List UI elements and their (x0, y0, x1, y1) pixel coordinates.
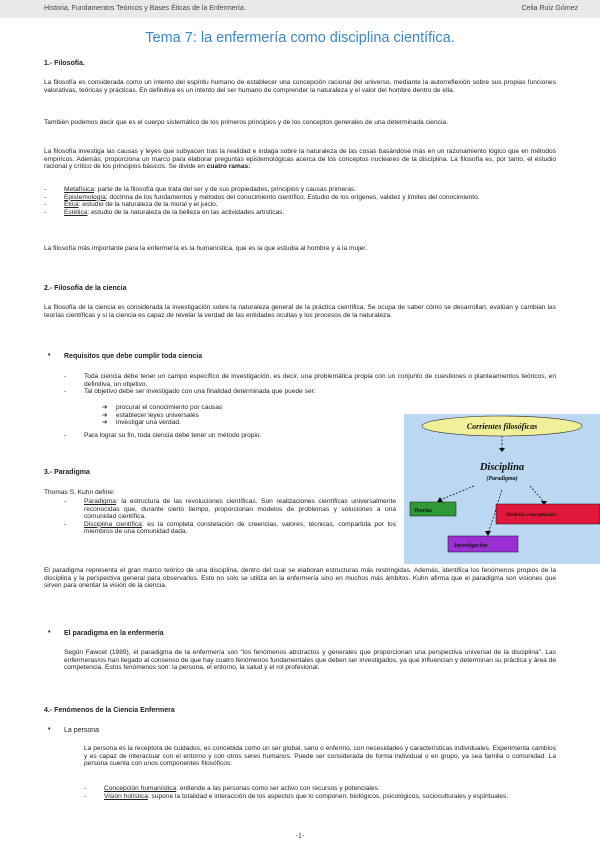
s3-paragraph-1: El paradigma representa el gran marco teórico de una disciplina, dentro del cual se elaboran estructuras más restringidas. Además, identifica los fenómenos propios de la disciplina y la perspectiva general para observarlos. Esto no solo se utiliza en la enfermería sino en muchos más ámbitos. Kuhn afirma que el paradigma son visiones que sirven para orientar la visión de la ciencia. (44, 567, 556, 590)
diagram-right-label: Modelos conceptuales (506, 512, 556, 518)
section-3-heading: 3.- Paradigma (44, 469, 90, 476)
diagram-center-sub: (Paradigma) (486, 476, 518, 482)
s2-paragraph-1: La filosofía de la ciencia es considerada la investigación sobre la naturaleza general de la práctica científica. Se ocupa de saber cómo se desarrollan, evalúan y cambian las teorías científicas y si la ciencia es capaz de revelar la verdad de las entidades ocultas y los procesos de la naturaleza. (44, 304, 556, 319)
page-header (0, 0, 600, 18)
bullet-dot: • (48, 352, 51, 359)
list-item: - Concepción humanística: entiende a las personas como ser activo con recursos y potenciales. (84, 785, 380, 792)
list-item: ➔ establecer leyes universales (102, 411, 199, 419)
list-item: - Visión holística: supone la totalidad e interacción de los aspectos que lo componen: biológicos, psicológicos, socioculturales y espirituales. (84, 792, 509, 800)
s4-bullet-heading: La persona (64, 727, 100, 734)
list-item: - Estética: estudio de la naturaleza de la belleza en las actividades artísticas. (44, 208, 285, 216)
s3-definitions-list (64, 498, 396, 536)
arrow-head (499, 448, 505, 452)
list-item: - Para lograr su fin, toda ciencia debe tener un método propio. (64, 432, 262, 439)
page-number: -1- (295, 833, 305, 840)
connector-line (530, 486, 544, 502)
s4-paragraph-1: La persona es la receptora de cuidados, es concebida como un ser global, sano o enfermo, con necesidades y características individuales. Experimenta cambios y es capaz de interactuar con el entorno y con otros seres humanos. Puede ser considerada de forma individual o en grupo, ya sea familia o comunidad. La persona cuenta con unos componentes filosóficos: (84, 745, 556, 768)
diagram-left-label: Teorías (414, 508, 433, 514)
bullet-dot: • (48, 726, 51, 733)
s1-paragraph-2: También podemos decir que es el cuerpo sistemático de los primeros principios y de los conceptos generales de una determinada ciencia. (44, 119, 448, 126)
diagram-top-label: Corrientes filosóficas (466, 422, 538, 431)
page-title: Tema 7: la enfermería como disciplina científica. (145, 30, 455, 46)
list-item: ➔ investigar una verdad. (102, 419, 181, 427)
list-item: - Paradigma: la estructura de las revoluciones científicas. Son realizaciones científicas universalmente reconocidas que, durante cierto tiempo, proporcionan modelos de problemas y soluciones a una comunidad científica. (64, 498, 396, 521)
header-course: Historia, Fundamentos Teóricos y Bases Éticas de la Enfermería. (44, 5, 246, 12)
section-1-heading: 1.- Filosofía. (44, 60, 85, 67)
diagram-bottom-label: Investigación (454, 543, 488, 549)
header-author: Celia Ruiz Gómez (521, 5, 578, 12)
s2-sub-list (102, 404, 416, 427)
section-4-heading: 4.- Fenómenos de la Ciencia Enfermera (44, 707, 175, 714)
s1-branches-list (44, 186, 556, 216)
s2-last-item (64, 432, 404, 440)
list-item: - Epistemología: doctrina de los fundamentos y métodos del conocimiento científico. Estudio de los orígenes, validez y límites del conocimiento. (44, 193, 480, 201)
list-item: - Disciplina científica: es la completa constelación de creencias, valores, técnicas, compartida por los miembros de una comunidad dada. (64, 520, 396, 536)
s3-paragraph-2: Según Fawcet (1989), el paradigma de la enfermería son “los fenómenos abstractos y generales que proporcionan una perspectiva universal de la disciplina”. Las enfermeras/os han llegado al consenso de que hay cuatro fenómenos fundamentales que deben ser investigados, ya que influencian y determinan su práctica y área de competencia. Estos fenómenos son: la persona, el entorno, la salud y el rol profesional. (64, 649, 556, 672)
section-2-heading: 2.- Filosofía de la ciencia (44, 285, 127, 292)
diagram-center-label: Disciplina (479, 462, 525, 473)
s3-bullet-heading: El paradigma en la enfermería (64, 630, 164, 637)
connector-line (440, 486, 474, 500)
bullet-dot: • (48, 629, 51, 636)
arrow-head (485, 531, 491, 536)
list-item: - Metafísica: parte de la filosofía que trata del ser y de sus propiedades, principios y causas primeras. (44, 186, 357, 193)
list-item: - Tal objetivo debe ser investigado con una finalidad determinada que puede ser: (64, 388, 316, 396)
diagram-svg (404, 414, 600, 564)
list-item: - Toda ciencia debe tener un campo específico de investigación, es decir, una problemática propia con un conjunto de cuestiones o planteamientos teóricos, en definitiva, un objetivo. (64, 373, 556, 388)
s1-paragraph-1: La filosofía es considerada como un intento del espíritu humano de establecer una concepción racional del universo, mediante la autorreflexión sobre sus propias funciones valorativas, teóricas y prácticas. En definitiva es un intento del ser humano de comprender la naturaleza y el valor del hombre dentro de ella. (44, 79, 556, 94)
s1-paragraph-4: La filosofía más importante para la enfermería es la humanística, que es la que estudia al hombre y a la mujer. (44, 245, 367, 252)
s3-intro: Thomas S. Kuhn define: (44, 489, 115, 496)
paradigm-diagram (404, 414, 600, 564)
list-item: - Ética: estudio de la naturaleza de la moral y el juicio. (44, 201, 218, 209)
s2-bullet-heading: Requisitos que debe cumplir toda ciencia (64, 353, 203, 360)
list-item: ➔ procurar el conocimiento por causas (102, 404, 223, 411)
s4-components-list (84, 785, 556, 800)
s2-requirements-list (64, 373, 556, 396)
arrow-head (437, 497, 443, 502)
s1-paragraph-3: La filosofía investiga las causas y leyes que subyacen tras la realidad e indaga sobre la naturaleza de las cosas basándose más en un razonamiento lógico que en métodos empíricos. Además, proporciona un marco para elaborar preguntas epistemológicas acerca de los conceptos nucleares de la disciplina. La filosofía es, por tanto, el estudio racional y crítico de los principios básicos. Se divide en cuatro ramas: (44, 148, 556, 171)
